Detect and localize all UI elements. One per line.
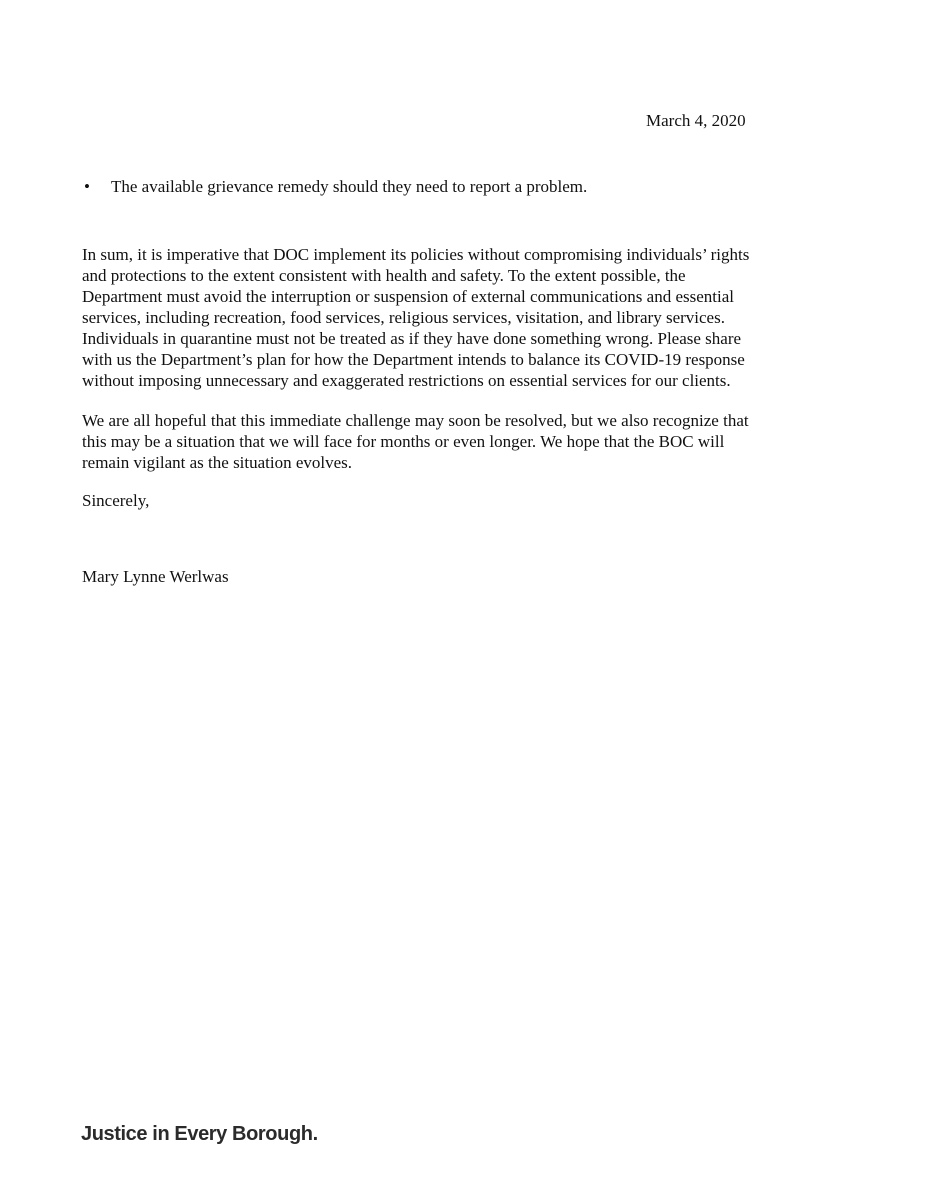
- bullet-item: [82, 176, 587, 197]
- body-paragraph-hope: [82, 410, 812, 473]
- closing-salutation: Sincerely,: [82, 491, 150, 510]
- paragraph-line: this may be a situation that we will face for months or even longer. We hope that the BOC will: [82, 432, 725, 451]
- signer-name: Mary Lynne Werlwas: [82, 567, 229, 586]
- footer-tagline: Justice in Every Borough.: [81, 1123, 318, 1145]
- paragraph-line: Individuals in quarantine must not be treated as if they have done something wrong. Please share: [82, 329, 742, 348]
- letter-date: March 4, 2020: [646, 111, 746, 130]
- body-paragraph-summary: [82, 244, 812, 391]
- paragraph-line: remain vigilant as the situation evolves.: [82, 453, 353, 472]
- bullet-text: The available grievance remedy should they need to report a problem.: [111, 177, 588, 196]
- paragraph-line: without imposing unnecessary and exaggerated restrictions on essential services for our clients.: [82, 371, 731, 390]
- paragraph-line: and protections to the extent consistent with health and safety. To the extent possible, the: [82, 266, 686, 285]
- paragraph-line: services, including recreation, food services, religious services, visitation, and library services.: [82, 308, 725, 327]
- paragraph-line: In sum, it is imperative that DOC implement its policies without compromising individuals’ rights: [82, 245, 750, 264]
- paragraph-line: We are all hopeful that this immediate challenge may soon be resolved, but we also recognize that: [82, 411, 749, 430]
- bullet-icon: •: [84, 177, 90, 196]
- paragraph-line: with us the Department’s plan for how the Department intends to balance its COVID-19 response: [82, 350, 745, 369]
- paragraph-line: Department must avoid the interruption or suspension of external communications and essential: [82, 287, 734, 306]
